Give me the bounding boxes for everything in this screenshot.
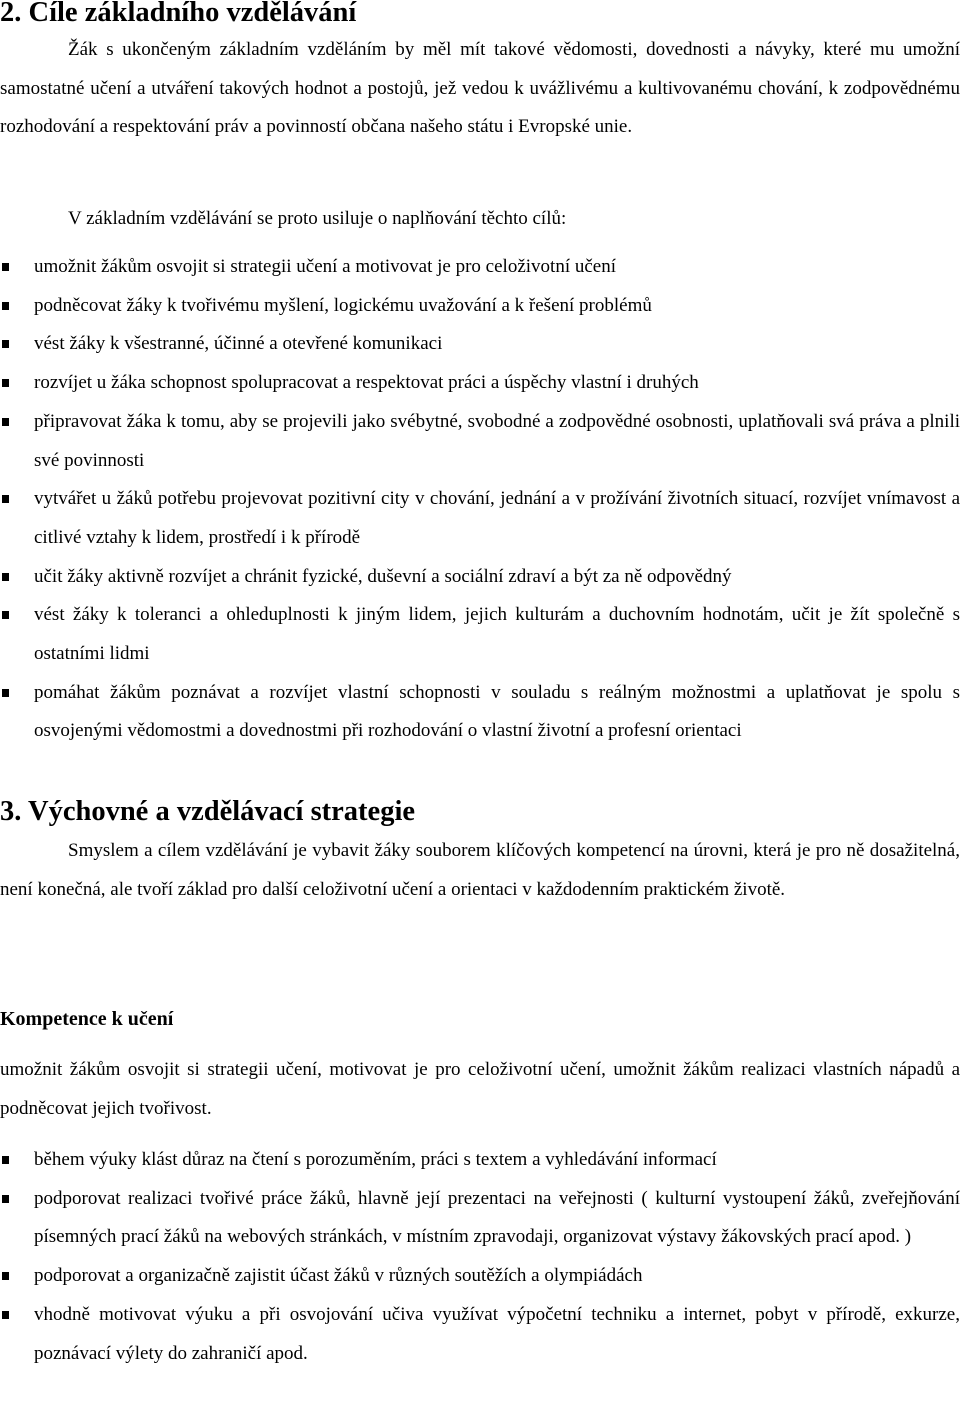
square-bullet-icon <box>2 1272 9 1280</box>
square-bullet-icon <box>2 379 9 387</box>
section-3-intro: Smyslem a cílem vzdělávání je vybavit žáky souborem klíčových kompetencí na úrovni, která je pro ně dosažitelná, není konečná, ale tvoří základ pro další celoživotní učení a orientaci v každodenním praktickém životě. <box>0 840 960 900</box>
list-item-text: pomáhat žákům poznávat a rozvíjet vlastní schopnosti v souladu s reálným možnostmi a uplatňovat je spolu s osvojenými vědomostmi a dovednostmi při rozhodování o vlastní životní a profesní orientaci <box>34 681 960 742</box>
list-item <box>0 248 960 287</box>
list-item <box>0 1180 960 1257</box>
list-item <box>0 287 960 326</box>
section-3-heading: 3. Výchovné a vzdělávací strategie <box>0 796 416 827</box>
list-item-text: během výuky klást důraz na čtení s porozuměním, práci s textem a vyhledávání informací <box>34 1149 717 1170</box>
square-bullet-icon <box>2 1156 9 1164</box>
list-item <box>0 1296 960 1373</box>
square-bullet-icon <box>2 1311 9 1319</box>
square-bullet-icon <box>2 263 9 271</box>
list-item <box>0 674 960 751</box>
goals-list <box>0 248 960 751</box>
section-2-heading: 2. Cíle základního vzdělávání <box>0 0 357 28</box>
list-item-text: vést žáky k všestranné, účinné a otevřené komunikaci <box>34 333 443 355</box>
list-item-text: podporovat a organizačně zajistit účast žáků v různých soutěžích a olympiádách <box>34 1265 643 1287</box>
square-bullet-icon <box>2 302 9 310</box>
square-bullet-icon <box>2 495 9 503</box>
square-bullet-icon <box>2 340 9 348</box>
list-item <box>0 558 960 597</box>
list-item <box>0 1257 960 1296</box>
list-item <box>0 364 960 403</box>
list-item <box>0 596 960 673</box>
list-item-text: vhodně motivovat výuku a při osvojování učiva využívat výpočetní techniku a internet, pobyt v přírodě, exkurze, poznávací výlety do zahraničí apod. <box>34 1303 960 1364</box>
list-item <box>0 1141 960 1180</box>
list-item-text: připravovat žáka k tomu, aby se projevili jako svébytné, svobodné a zodpovědné osobnosti, uplatňovali svá práva a plnili své povinnosti <box>34 410 960 471</box>
square-bullet-icon <box>2 418 9 426</box>
list-item <box>0 403 960 480</box>
competence-list <box>0 1141 960 1373</box>
square-bullet-icon <box>2 689 9 697</box>
list-item <box>0 480 960 557</box>
list-item-text: rozvíjet u žáka schopnost spolupracovat a respektovat práci a úspěchy vlastní i druhých <box>34 372 699 394</box>
list-item-text: vést žáky k toleranci a ohleduplnosti k jiným lidem, jejich kulturám a duchovním hodnotám, učit je žít společně s ostatními lidmi <box>34 604 960 665</box>
section-2-intro: Žák s ukončeným základním vzděláním by měl mít takové vědomosti, dovednosti a návyky, které mu umožní samostatné učení a utváření takových hodnot a postojů, jež vedou k uvážlivému a kultivovanému chování, k zodpovědnému rozhodování a respektování práv a povinností občana našeho státu i Evropské unie. <box>0 39 960 138</box>
list-item-text: podporovat realizaci tvořivé práce žáků, hlavně její prezentaci na veřejnosti ( kulturní vystoupení žáků, zveřejňování písemných prací žáků na webových stránkách, v místním zpravodaji, organizovat výstavy žákovských prací apod. ) <box>34 1187 960 1248</box>
goals-lead: V základním vzdělávání se proto usiluje o naplňování těchto cílů: <box>68 208 567 229</box>
square-bullet-icon <box>2 573 9 581</box>
competence-intro: umožnit žákům osvojit si strategii učení, motivovat je pro celoživotní učení, umožnit žákům realizaci vlastních nápadů a podněcovat jejich tvořivost. <box>0 1059 960 1119</box>
list-item-text: učit žáky aktivně rozvíjet a chránit fyzické, duševní a sociální zdraví a být za ně odpovědný <box>34 565 732 587</box>
list-item-text: podněcovat žáky k tvořivému myšlení, logickému uvažování a k řešení problémů <box>34 294 652 316</box>
list-item <box>0 325 960 364</box>
square-bullet-icon <box>2 1195 9 1203</box>
square-bullet-icon <box>2 611 9 619</box>
list-item-text: umožnit žákům osvojit si strategii učení a motivovat je pro celoživotní učení <box>34 256 616 277</box>
competence-heading: Kompetence k učení <box>0 1008 174 1030</box>
list-item-text: vytvářet u žáků potřebu projevovat pozitivní city v chování, jednání a v prožívání životních situací, rozvíjet vnímavost a citlivé vztahy k lidem, prostředí i k přírodě <box>34 488 960 548</box>
